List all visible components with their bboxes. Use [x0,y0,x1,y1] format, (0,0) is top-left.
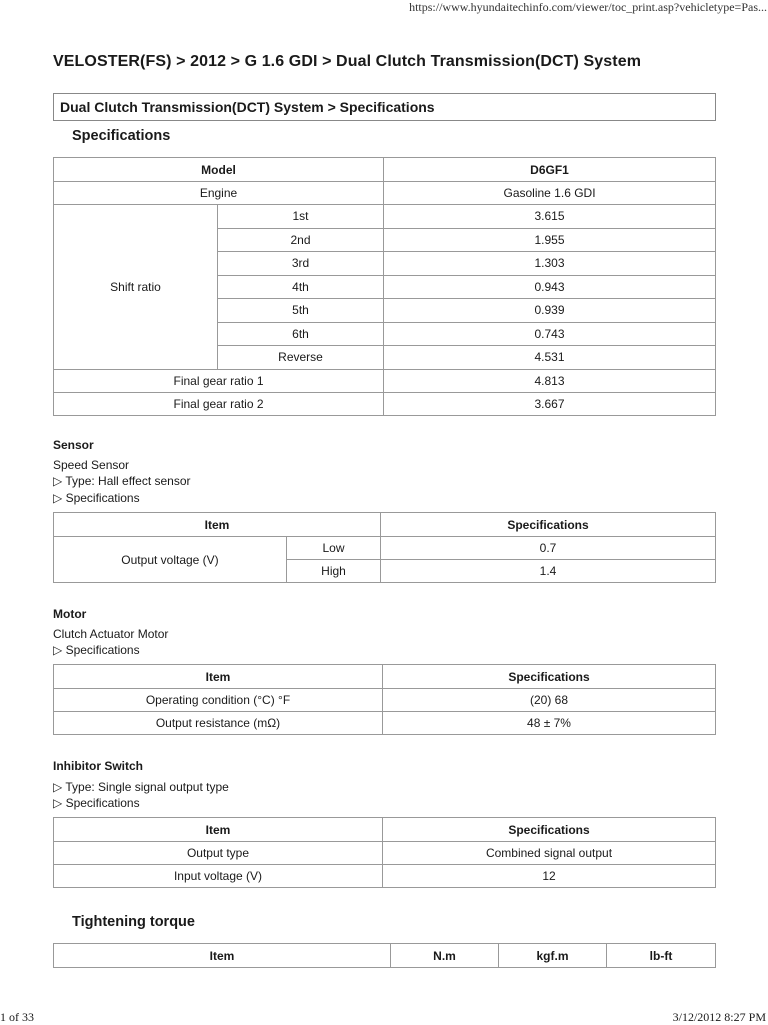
item-cell: Operating condition (°C) °F [54,689,383,712]
inhibitor-spec-table [53,817,716,888]
gear-label: 4th [218,275,384,299]
shift-ratio-label: Shift ratio [54,205,218,370]
gear-ratio: 0.943 [384,275,716,299]
sensor-heading: Sensor [53,438,94,452]
specifications-heading: Specifications [72,128,171,144]
item-header: Item [54,513,381,537]
torque-table [53,943,716,968]
high-value: 1.4 [381,560,716,583]
spec-cell: 48 ± 7% [383,712,716,735]
final-gear-ratio-1-label: Final gear ratio 1 [54,369,384,392]
gear-label: 6th [218,322,384,346]
final-gear-ratio-2-label: Final gear ratio 2 [54,392,384,415]
torque-kgfm-header: kgf.m [499,944,607,968]
table-row [54,369,716,392]
table-row [54,865,716,888]
low-value: 0.7 [381,537,716,560]
torque-lbft-header: lb-ft [607,944,716,968]
spec-cell: (20) 68 [383,689,716,712]
item-cell: Output type [54,842,383,865]
speed-sensor-specs-link: ▷ Specifications [53,491,140,505]
gear-ratio: 0.743 [384,322,716,346]
gear-label: 5th [218,299,384,323]
low-label: Low [287,537,381,560]
tightening-torque-heading: Tightening torque [72,914,195,930]
table-row [54,205,716,229]
table-row [54,818,716,842]
speed-sensor-name: Speed Sensor [53,458,130,472]
model-header: Model [54,158,384,182]
gear-ratio: 1.303 [384,252,716,276]
spec-cell: Combined signal output [383,842,716,865]
section-title-bar: Dual Clutch Transmission(DCT) System > Specifications [53,93,716,121]
item-header: Item [54,818,383,842]
final-gear-ratio-2-value: 3.667 [384,392,716,415]
clutch-actuator-motor-name: Clutch Actuator Motor [53,627,169,641]
specifications-header: Specifications [383,818,716,842]
gear-ratio: 1.955 [384,228,716,252]
table-row [54,665,716,689]
spec-cell: 12 [383,865,716,888]
page-number: 1 of 33 [0,1010,34,1024]
gear-label: 2nd [218,228,384,252]
table-row [54,944,716,968]
inhibitor-switch-heading: Inhibitor Switch [53,759,143,773]
table-row [54,842,716,865]
gear-ratio: 0.939 [384,299,716,323]
print-datetime: 3/12/2012 8:27 PM [672,1010,766,1024]
table-row [54,158,716,182]
engine-value: Gasoline 1.6 GDI [384,182,716,205]
item-cell: Input voltage (V) [54,865,383,888]
table-row [54,537,716,560]
table-row [54,513,716,537]
high-label: High [287,560,381,583]
breadcrumb: VELOSTER(FS) > 2012 > G 1.6 GDI > Dual Clutch Transmission(DCT) System [53,53,642,70]
table-row [54,689,716,712]
item-header: Item [54,665,383,689]
motor-heading: Motor [53,607,87,621]
inhibitor-specs-link: ▷ Specifications [53,796,140,810]
transmission-spec-table [53,157,716,416]
speed-sensor-type: ▷ Type: Hall effect sensor [53,474,191,488]
engine-label: Engine [54,182,384,205]
motor-specs-link: ▷ Specifications [53,643,140,657]
torque-nm-header: N.m [391,944,499,968]
specifications-header: Specifications [381,513,716,537]
inhibitor-switch-type: ▷ Type: Single signal output type [53,780,229,794]
final-gear-ratio-1-value: 4.813 [384,369,716,392]
item-cell: Output resistance (mΩ) [54,712,383,735]
source-url: https://www.hyundaitechinfo.com/viewer/toc_print.asp?vehicletype=Pas... [409,0,767,14]
table-row [54,392,716,415]
motor-spec-table [53,664,716,735]
table-row [54,182,716,205]
table-row [54,712,716,735]
sensor-spec-table [53,512,716,583]
model-value-header: D6GF1 [384,158,716,182]
specifications-header: Specifications [383,665,716,689]
torque-item-header: Item [54,944,391,968]
gear-label: 1st [218,205,384,229]
gear-ratio: 4.531 [384,346,716,370]
output-voltage-label: Output voltage (V) [54,537,287,583]
gear-label: Reverse [218,346,384,370]
gear-ratio: 3.615 [384,205,716,229]
gear-label: 3rd [218,252,384,276]
